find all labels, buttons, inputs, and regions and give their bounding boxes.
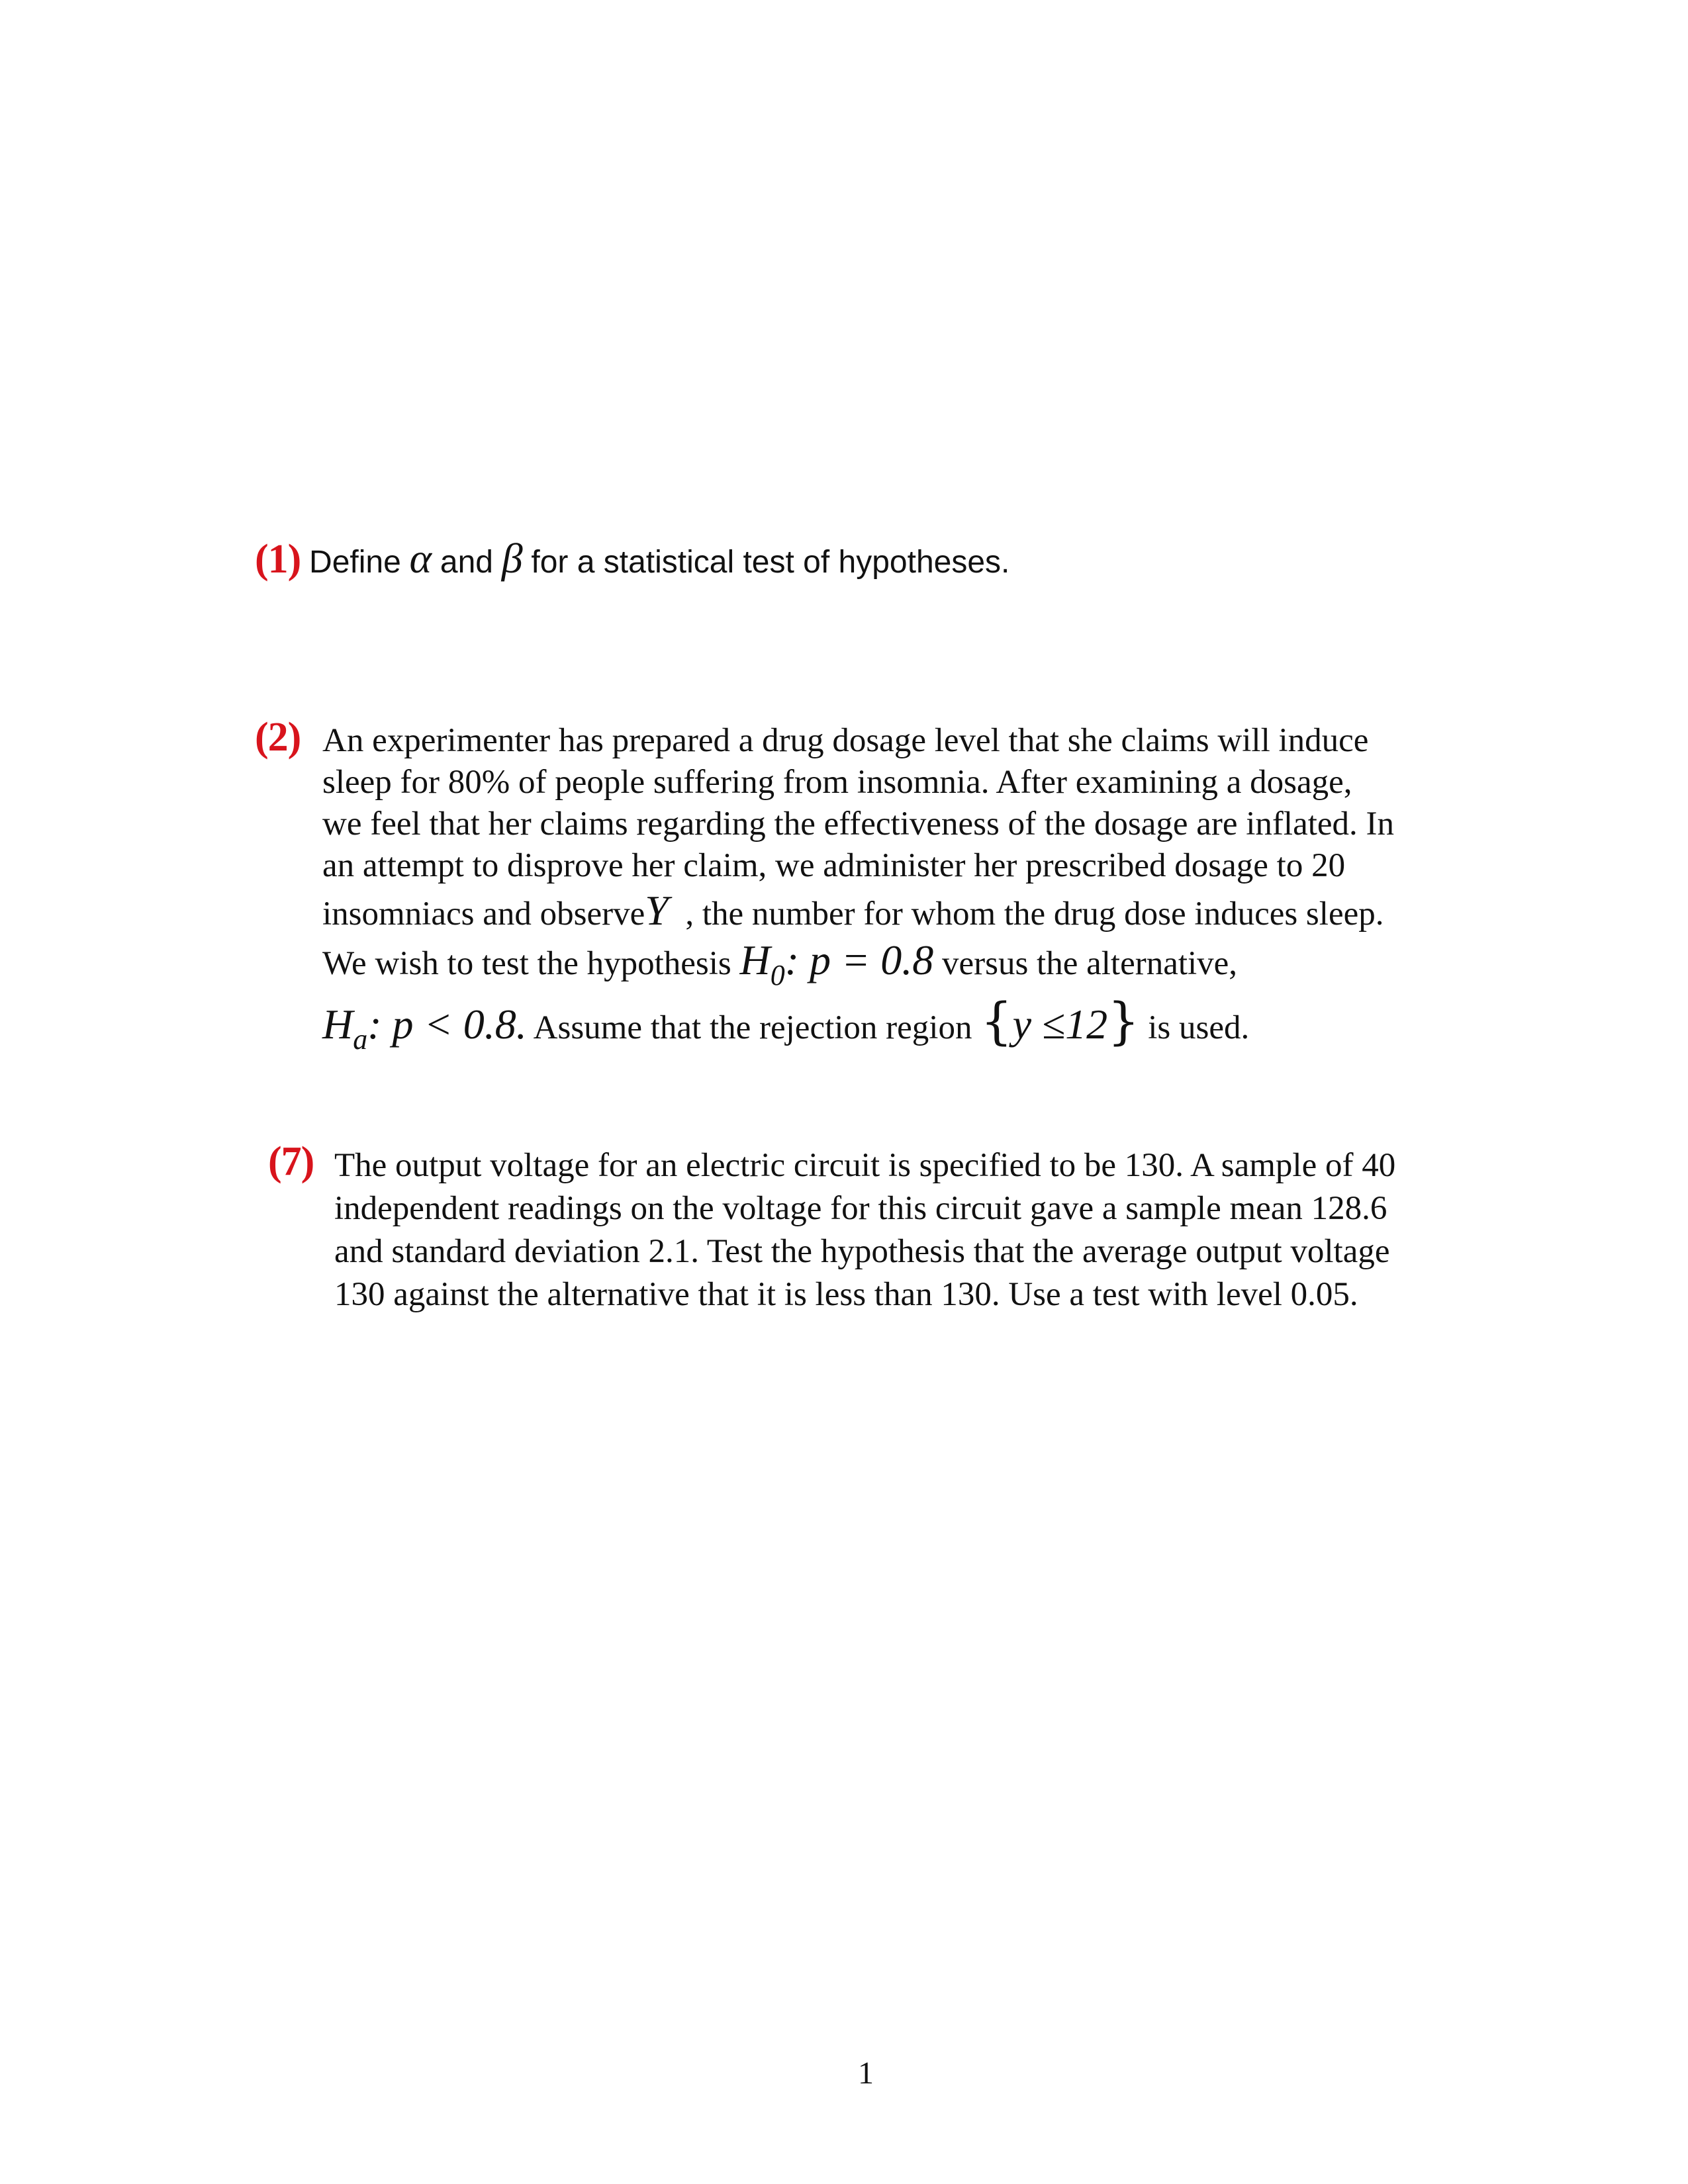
problem-text: 130 against the alternative that it is less than 130. Use a test with level 0.05. (334, 1276, 1358, 1313)
problem-text: insomniacs and observe (322, 895, 645, 933)
problem-text: versus the alternative, (941, 945, 1238, 982)
alpha-symbol: α (409, 535, 432, 582)
rejection-region: {y ≤12} (980, 991, 1140, 1050)
variable-y: Y (645, 887, 669, 934)
problem-text: and (440, 545, 493, 580)
alternative-hypothesis: $H_a$: p < 0.8. (322, 1001, 527, 1056)
problem-text: an attempt to disprove her claim, we administer her prescribed dosage to 20 (322, 847, 1346, 884)
null-hypothesis: $H_0$: p = 0.8 (739, 936, 934, 991)
problem-text: we feel that her claims regarding the effectiveness of the dosage are inflated. In (322, 805, 1395, 842)
problem-text: for a statistical test of hypotheses. (531, 545, 1010, 580)
problem-line (322, 991, 1394, 1056)
problem-text: sleep for 80% of people suffering from insomnia. After examining a dosage, (322, 764, 1352, 801)
problem-text: and standard deviation 2.1. Test the hypothesis that the average output voltage (334, 1233, 1390, 1270)
problem-text: Assume that the rejection region (533, 1009, 972, 1046)
problem-1 (255, 537, 1009, 583)
problem-7-body (334, 1144, 1395, 1316)
problem-7 (268, 1141, 314, 1185)
problem-number: (2) (255, 715, 301, 760)
problem-2 (255, 717, 301, 761)
problem-text: , the number for whom the drug dose induces sleep. (685, 895, 1384, 933)
problem-number: (1) (255, 537, 301, 582)
problem-text: The output voltage for an electric circuit is specified to be 130. A sample of 40 (334, 1147, 1396, 1184)
problem-line (322, 889, 1394, 935)
problem-text: is used. (1148, 1009, 1250, 1046)
problem-text: Define (309, 545, 401, 580)
beta-symbol: β (501, 535, 523, 582)
problem-text: An experimenter has prepared a drug dosage level that she claims will induce (322, 722, 1369, 759)
problem-number: (7) (268, 1139, 314, 1184)
problem-text: independent readings on the voltage for this circuit gave a sample mean 128.6 (334, 1190, 1387, 1227)
problem-2-body (322, 720, 1395, 1056)
problem-text: We wish to test the hypothesis (322, 945, 731, 982)
page-number: 1 (858, 2056, 874, 2091)
problem-line (322, 936, 1394, 991)
